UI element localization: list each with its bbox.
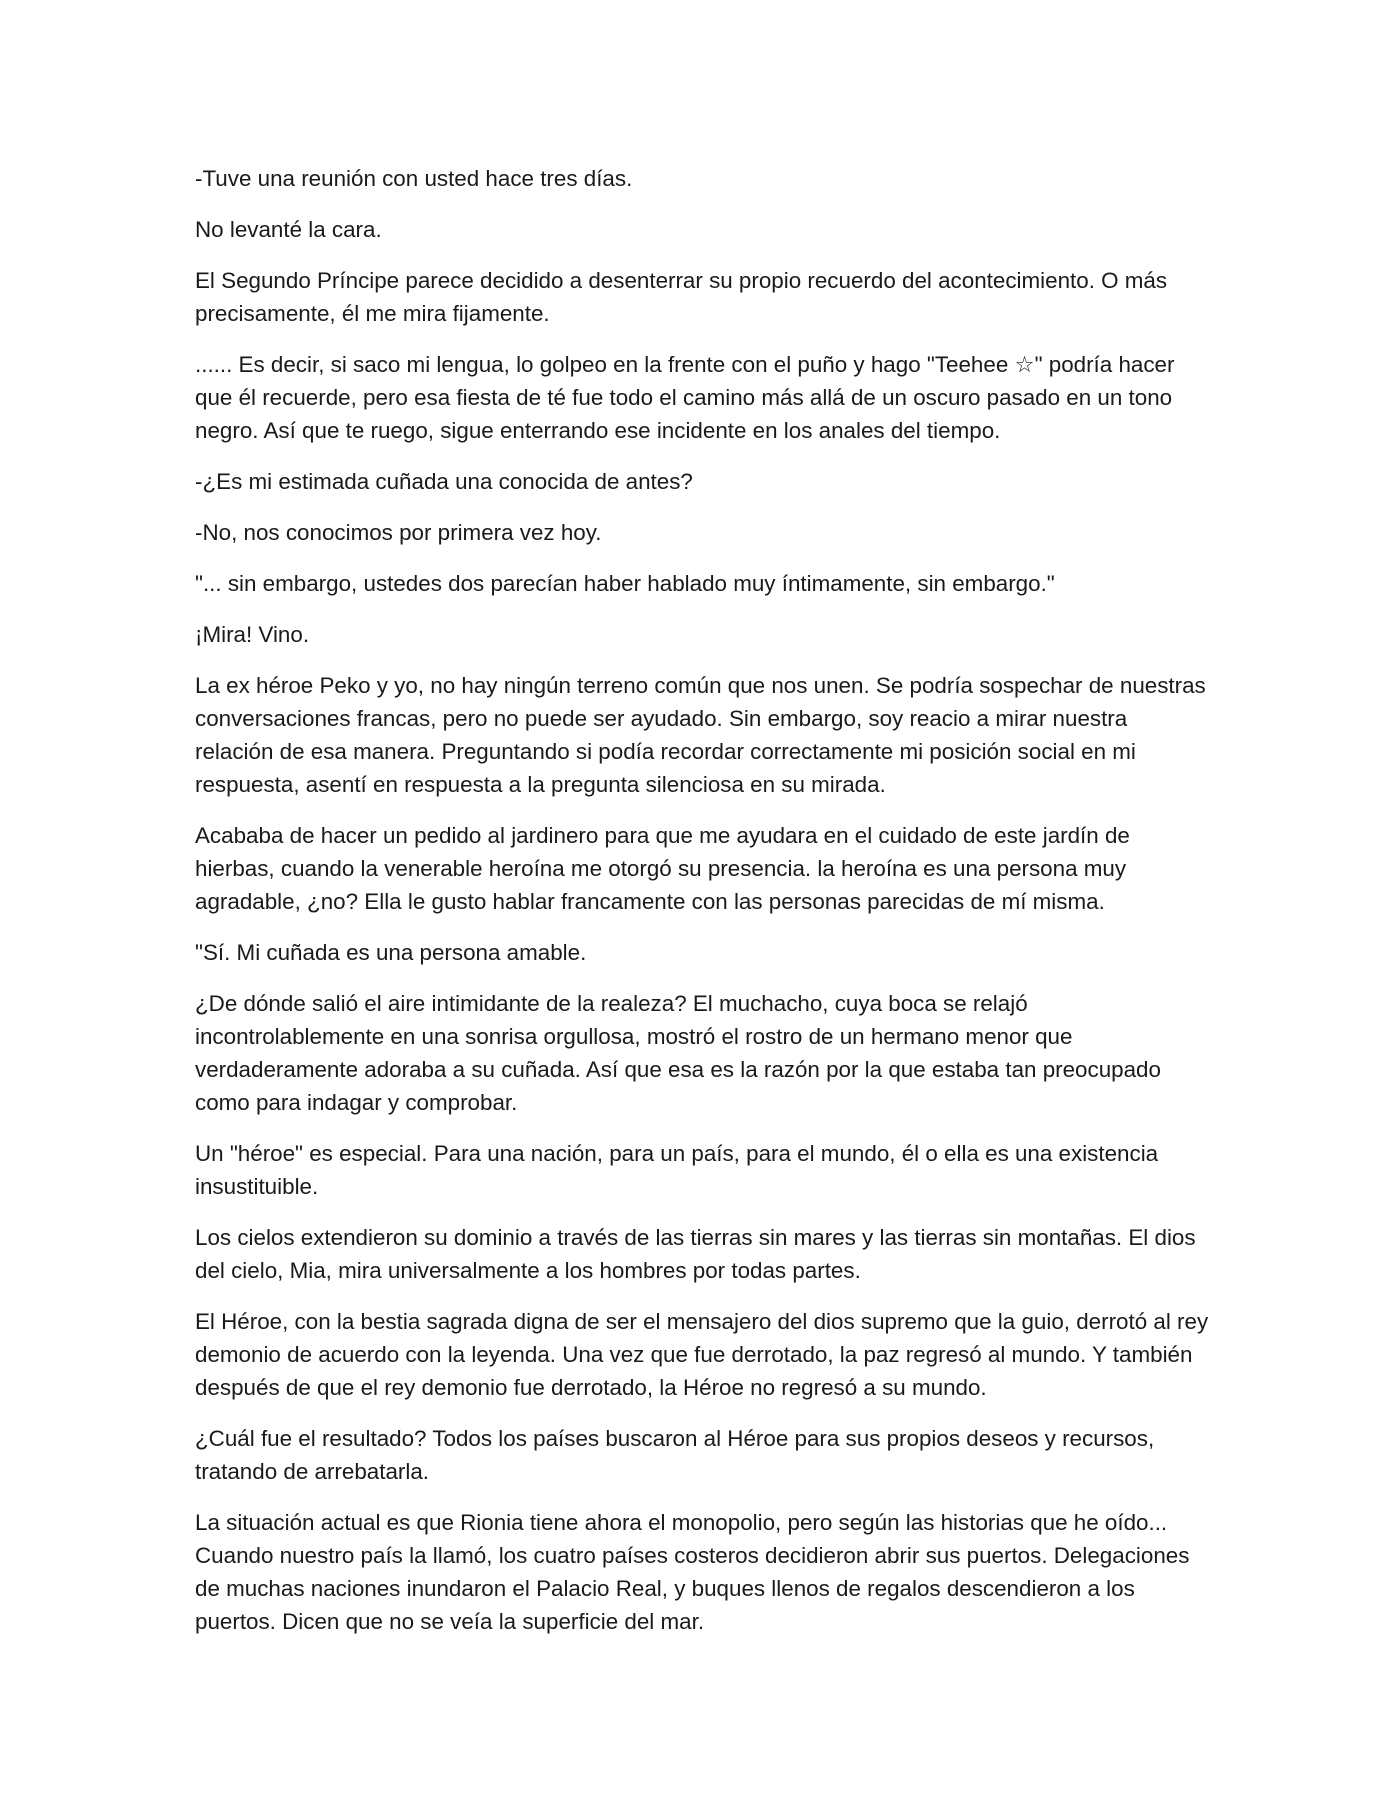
paragraph: La situación actual es que Rionia tiene ahora el monopolio, pero según las historias que he oído... Cuando nuestro país la llamó, los cuatro países costeros decidieron abrir sus puertos. Delegaciones de muchas naciones inundaron el Palacio Real, y buques llenos de regalos descendieron a los puertos. Dicen que no se veía la superficie del mar. [195,1510,1190,1634]
paragraph: El Héroe, con la bestia sagrada digna de ser el mensajero del dios supremo que la guio, derrotó al rey demonio de acuerdo con la leyenda. Una vez que fue derrotado, la paz regresó al mundo. Y también después de que el rey demonio fue derrotado, la Héroe no regresó a su mundo. [195,1309,1209,1400]
paragraph: ¿Cuál fue el resultado? Todos los países buscaron al Héroe para sus propios deseos y recursos, tratando de arrebatarla. [195,1426,1155,1484]
paragraph: Acababa de hacer un pedido al jardinero para que me ayudara en el cuidado de este jardín de hierbas, cuando la venerable heroína me otorgó su presencia. la heroína es una persona muy agradable, ¿no? Ella le gusto hablar francamente con las personas parecidas de mí misma. [195,823,1130,914]
paragraph: "... sin embargo, ustedes dos parecían haber hablado muy íntimamente, sin embargo." [195,571,1055,596]
paragraph: La ex héroe Peko y yo, no hay ningún terreno común que nos unen. Se podría sospechar de nuestras conversaciones francas, pero no puede ser ayudado. Sin embargo, soy reacio a mirar nuestra relación de esa manera. Preguntando si podía recordar correctamente mi posición social en mi respuesta, asentí en respuesta a la pregunta silenciosa en su mirada. [195,673,1206,797]
paragraph: "Sí. Mi cuñada es una persona amable. [195,940,587,965]
document-body [195,162,1210,1656]
paragraph: -No, nos conocimos por primera vez hoy. [195,520,602,545]
paragraph: El Segundo Príncipe parece decidido a desenterrar su propio recuerdo del acontecimiento. O más precisamente, él me mira fijamente. [195,268,1168,326]
paragraph: Los cielos extendieron su dominio a través de las tierras sin mares y las tierras sin montañas. El dios del cielo, Mia, mira universalmente a los hombres por todas partes. [195,1225,1196,1283]
paragraph: ¡Mira! Vino. [195,622,310,647]
paragraph: Un "héroe" es especial. Para una nación, para un país, para el mundo, él o ella es una existencia insustituible. [195,1141,1159,1199]
paragraph: -¿Es mi estimada cuñada una conocida de antes? [195,469,693,494]
paragraph: -Tuve una reunión con usted hace tres días. [195,166,633,191]
paragraph: ¿De dónde salió el aire intimidante de la realeza? El muchacho, cuya boca se relajó incontrolablemente en una sonrisa orgullosa, mostró el rostro de un hermano menor que verdaderamente adoraba a su cuñada. Así que esa es la razón por la que estaba tan preocupado como para indagar y comprobar. [195,991,1161,1115]
paragraph: ...... Es decir, si saco mi lengua, lo golpeo en la frente con el puño y hago "Teehee ☆" podría hacer que él recuerde, pero esa fiesta de té fue todo el camino más allá de un oscuro pasado en un tono negro. Así que te ruego, sigue enterrando ese incidente en los anales del tiempo. [195,352,1175,443]
paragraph: No levanté la cara. [195,217,382,242]
